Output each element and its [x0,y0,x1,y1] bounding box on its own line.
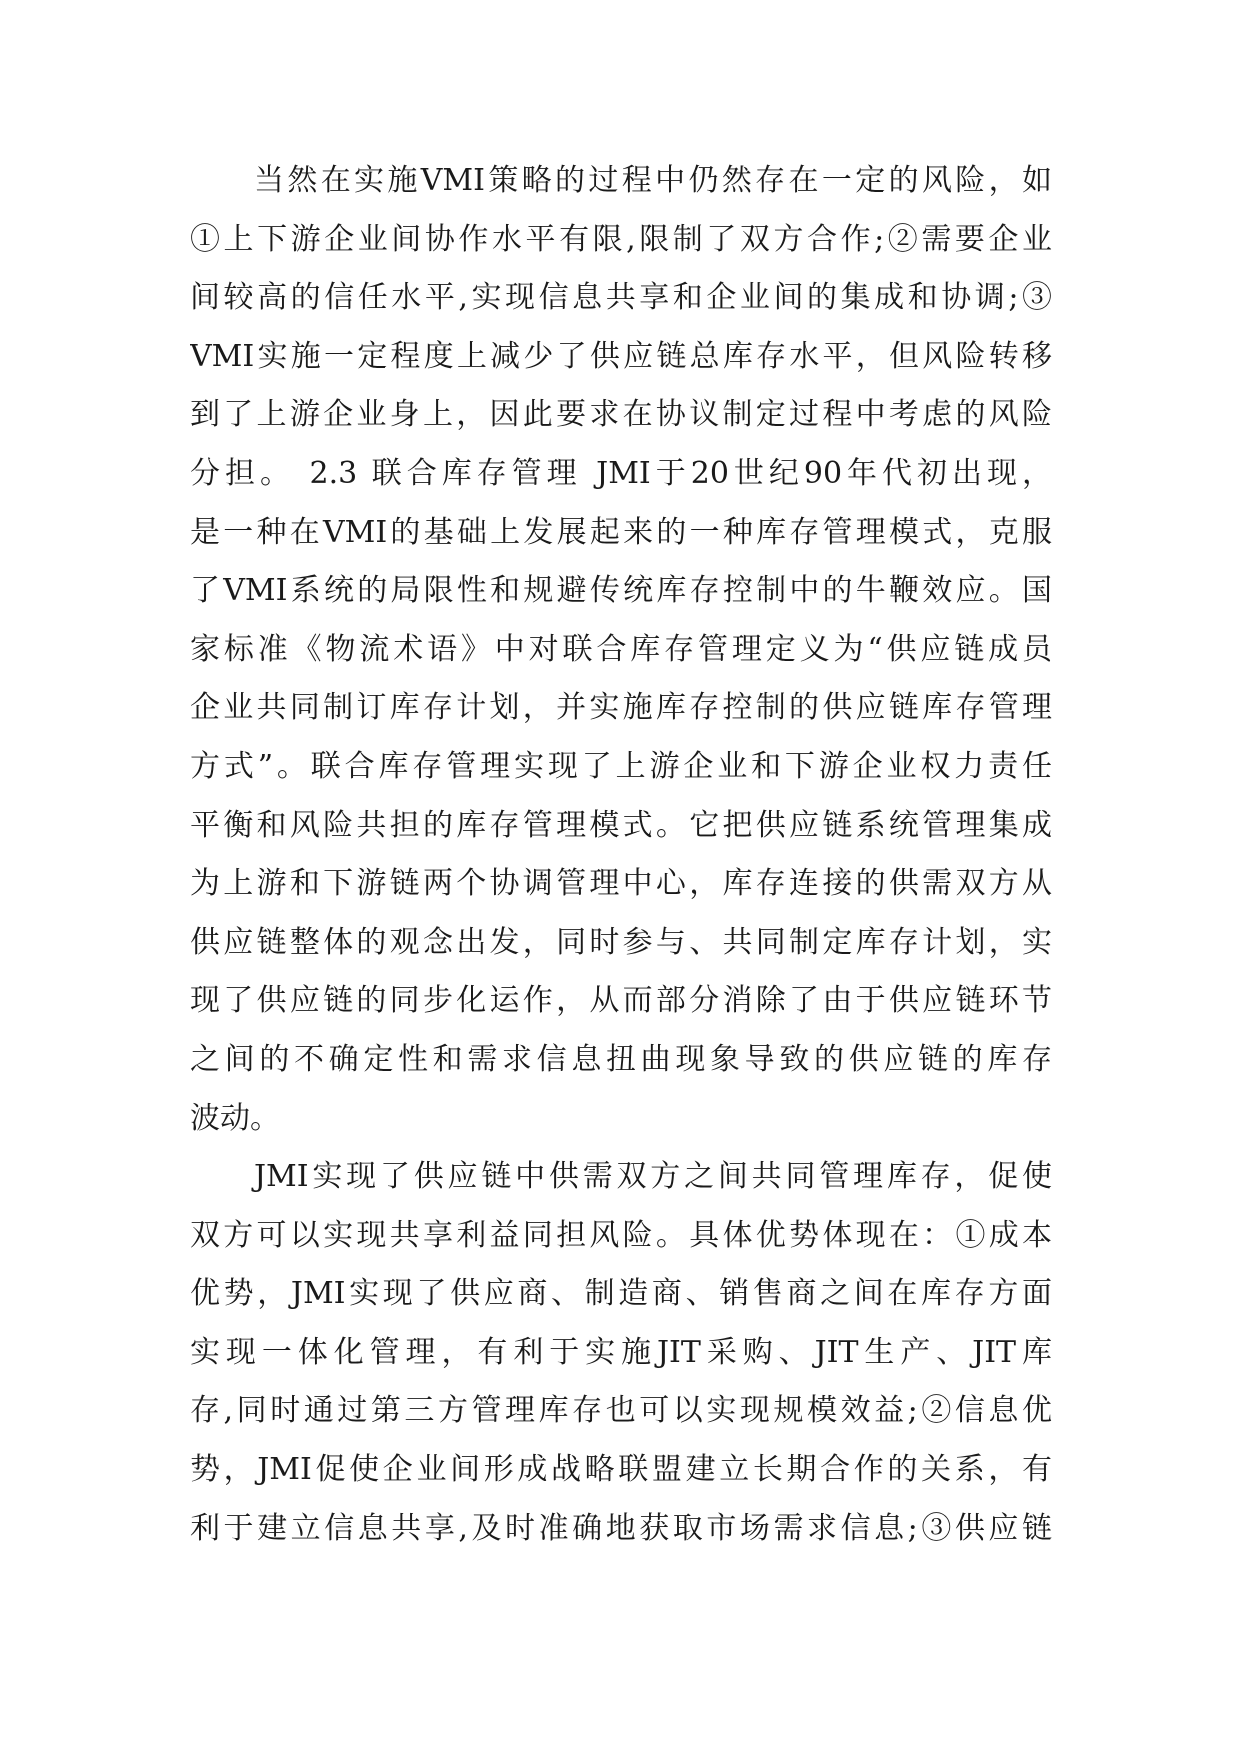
text-line: 优势，JMI实现了供应商、制造商、销售商之间在库存方面 [190,1276,1052,1312]
text-line: 供应链整体的观念出发，同时参与、共同制定库存计划，实 [190,924,1052,960]
paragraph-2 [190,1148,1052,1558]
text-line: 实现一体化管理，有利于实施JIT采购、JIT生产、JIT库 [190,1334,1052,1370]
text-line: 到了上游企业身上，因此要求在协议制定过程中考虑的风险 [190,397,1052,433]
text-line: 双方可以实现共享利益同担风险。具体优势体现在：①成本 [190,1217,1052,1253]
text-line: 分担。 2.3 联合库存管理 JMI于20世纪90年代初出现， [190,455,1052,491]
text-line: 现了供应链的同步化运作，从而部分消除了由于供应链环节 [190,983,1052,1019]
text-line: 当然在实施VMI策略的过程中仍然存在一定的风险，如 [254,163,1052,198]
text-line: JMI实现了供应链中供需双方之间共同管理库存，促使 [254,1159,1052,1195]
text-line: 了VMI系统的局限性和规避传统库存控制中的牛鞭效应。国 [190,573,1052,609]
text-line: 方式”。联合库存管理实现了上游企业和下游企业权力责任 [190,748,1052,784]
text-line: 企业共同制订库存计划，并实施库存控制的供应链库存管理 [190,690,1052,726]
document-body [190,152,1052,1558]
text-line: 存,同时通过第三方管理库存也可以实现规模效益;②信息优 [190,1393,1052,1429]
text-line: 利于建立信息共享,及时准确地获取市场需求信息;③供应链 [190,1510,1052,1546]
text-line: 家标准《物流术语》中对联合库存管理定义为“供应链成员 [190,631,1052,667]
text-line: 平衡和风险共担的库存管理模式。它把供应链系统管理集成 [190,807,1052,843]
text-line: VMI实施一定程度上减少了供应链总库存水平，但风险转移 [190,338,1052,374]
text-line: 为上游和下游链两个协调管理中心，库存连接的供需双方从 [190,866,1052,902]
text-line: 势，JMI促使企业间形成战略联盟建立长期合作的关系，有 [190,1452,1052,1488]
text-line: 间较高的信任水平,实现信息共享和企业间的集成和协调;③ [190,280,1052,316]
text-line: 波动。 [190,1100,280,1136]
text-line: 是一种在VMI的基础上发展起来的一种库存管理模式，克服 [190,514,1052,550]
paragraph-1 [190,152,1052,1148]
text-line: 之间的不确定性和需求信息扭曲现象导致的供应链的库存 [190,1041,1052,1077]
text-line: ①上下游企业间协作水平有限,限制了双方合作;②需要企业 [190,221,1052,257]
